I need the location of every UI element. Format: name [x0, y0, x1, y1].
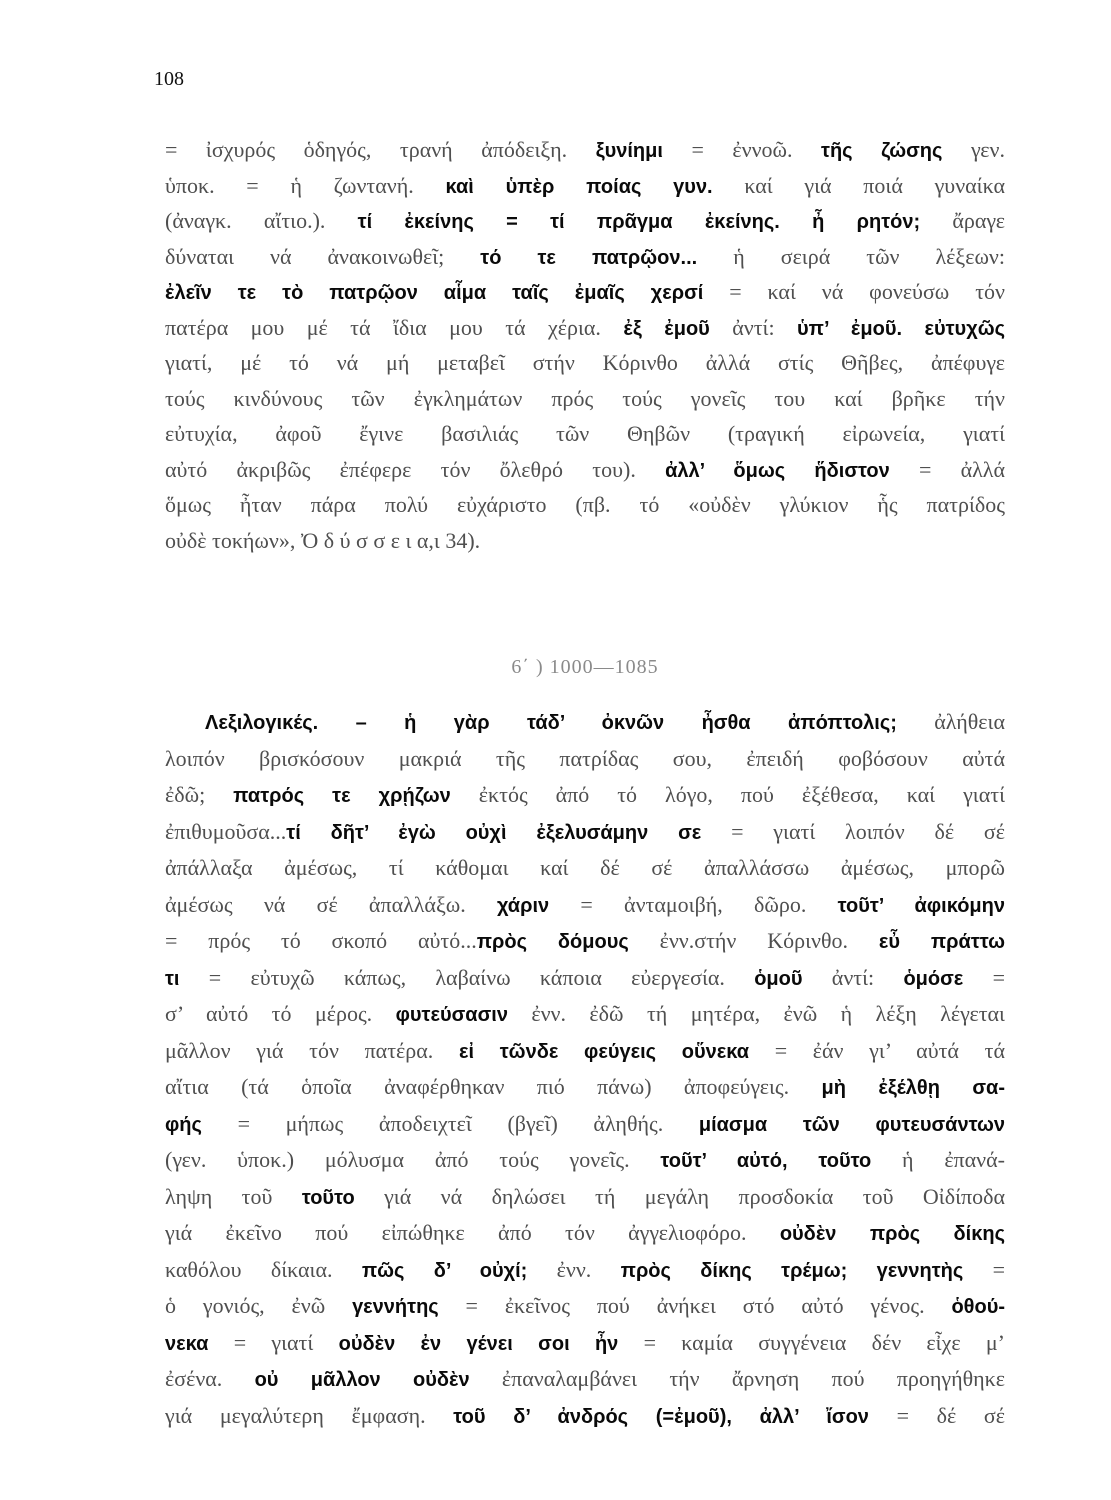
bold-term: ὁθού-	[951, 1296, 1005, 1318]
gloss-text: = καμία συγγένεια δέν εἶχε μ’	[618, 1329, 1005, 1355]
text-line	[165, 168, 1005, 204]
text-line	[165, 741, 1005, 778]
gloss-text: ἐνν. ἐδῶ τή μητέρα, ἐνῶ ἡ λέξη λέγεται	[507, 1001, 1005, 1026]
gloss-text: καθόλου δίκαια.	[165, 1256, 362, 1282]
bold-term: φυτεύσασιν	[395, 1004, 508, 1026]
bold-term: Λεξιλογικές. – ἡ γὰρ τάδ’ ὀκνῶν ἦσθα ἀπόπτολις;	[205, 712, 897, 734]
gloss-text: = γιατί	[208, 1329, 339, 1355]
gloss-text: (γεν. ὑποκ.) μόλυσμα ἀπό τούς γονεῖς.	[165, 1147, 661, 1172]
bold-term: τοῦ δ’ ἀνδρός (=ἐμοῦ), ἀλλ’ ἴσον	[453, 1405, 869, 1428]
gloss-text: ἀντί:	[709, 314, 797, 340]
bold-term: μίασμα τῶν φυτευσάντων	[698, 1113, 1005, 1136]
gloss-text: = ἀλλά	[889, 456, 1005, 482]
text-line	[165, 923, 1005, 960]
text-line	[165, 1069, 1005, 1106]
gloss-text: μᾶλλον γιά τόν πατέρα.	[165, 1037, 459, 1063]
gloss-text: ἡ σειρά τῶν λέξεων:	[697, 243, 1005, 269]
gloss-text: = ἰσχυρός ὁδηγός, τρανή ἀπόδειξη.	[165, 137, 596, 162]
gloss-text: ὅμως ἦταν πάρα πολύ εὐχάριστο (πβ. τό «οὐδὲν γλύκιον ἧς πατρίδος	[165, 492, 1005, 517]
bold-term: ἐξ ἐμοῦ	[623, 317, 710, 340]
text-line	[165, 1033, 1005, 1070]
text-line	[165, 310, 1005, 346]
gloss-text: τούς κινδύνους τῶν ἐγκλημάτων πρός τούς γονεῖς του καί βρῆκε τήν	[165, 385, 1005, 411]
text-line	[165, 704, 1005, 741]
gloss-text: ἀπάλλαξα ἀμέσως, τί κάθομαι καί δέ σέ ἀπαλλάσσω ἀμέσως, μπορῶ	[165, 855, 1005, 880]
bold-term: τοῦτ’ αὐτό, τοῦτο	[660, 1150, 872, 1172]
bold-term: χάριν	[497, 894, 550, 917]
text-line	[165, 1142, 1005, 1179]
gloss-text: ὁ γονιός, ἐνῶ	[165, 1293, 353, 1318]
text-line	[165, 1361, 1005, 1398]
gloss-text: ἀμέσως νά σέ ἀπαλλάξω.	[165, 891, 497, 917]
gloss-text: καί γιά ποιά γυναίκα	[712, 172, 1005, 198]
gloss-text: ἐσένα.	[165, 1366, 255, 1391]
gloss-text: = δέ σέ	[868, 1402, 1005, 1428]
gloss-text: =	[963, 1256, 1005, 1282]
gloss-text: γιά μεγαλύτερη ἔμφαση.	[165, 1402, 454, 1428]
text-line	[165, 523, 1005, 559]
text-line	[165, 814, 1005, 851]
gloss-text: ἐνν.στήν Κόρινθο.	[628, 928, 879, 953]
gloss-text: ἐδῶ;	[165, 782, 234, 807]
gloss-text: = ἐκεῖνος πού ἀνήκει στό αὐτό γένος.	[438, 1293, 952, 1318]
commentary-paragraph	[165, 132, 1005, 558]
gloss-text: = ἐάν γι’ αὐτά τά	[749, 1037, 1005, 1063]
gloss-text: ἡ ἐπανά-	[871, 1147, 1005, 1172]
text-line	[165, 132, 1005, 168]
gloss-text: ἄραγε	[920, 208, 1005, 233]
bold-term: οὐδὲν ἐν γένει σοι ἦν	[338, 1332, 619, 1355]
text-line	[165, 239, 1005, 275]
page-number: 108	[154, 68, 184, 90]
text-line	[165, 381, 1005, 417]
text-line	[165, 1325, 1005, 1362]
bold-term: οὐ μᾶλλον οὐδὲν	[254, 1369, 470, 1391]
gloss-text: ἐπιθυμοῦσα...	[165, 818, 287, 844]
gloss-text: σ’ αὐτό τό μέρος.	[165, 1001, 396, 1026]
gloss-text: = ἀνταμοιβή, δῶρο.	[549, 891, 838, 917]
bold-term: οὐδὲν πρὸς δίκης	[779, 1223, 1005, 1245]
bold-term: τοῦτ’ ἀφικόμην	[837, 894, 1005, 917]
gloss-text: = ἐννοῶ.	[662, 137, 822, 162]
bold-term: τί δῆτ’ ἐγὼ οὐχὶ ἐξελυσάμην σε	[286, 821, 702, 844]
bold-term: τοῦτο	[301, 1186, 355, 1209]
lexical-notes-paragraph	[165, 704, 1005, 1434]
bold-term: ξυνίημι	[595, 140, 663, 162]
gloss-text: =	[963, 964, 1005, 990]
text-line	[165, 996, 1005, 1033]
gloss-text: ἐκτός ἀπό τό λόγο, πού ἐξέθεσα, καί γιατί	[450, 782, 1005, 807]
gloss-text: = πρός τό σκοπό αὐτό...	[165, 928, 477, 953]
bold-term: καὶ ὑπὲρ ποίας γυν.	[445, 175, 713, 198]
bold-term: μὴ ἐξέλθῃ σα-	[821, 1077, 1005, 1099]
bold-term: εὖ πράττω	[878, 931, 1005, 953]
text-line	[165, 203, 1005, 239]
text-line	[165, 1106, 1005, 1143]
gloss-text: οὐδὲ τοκήων», Ὀ δ ύ σ σ ε ι α,ι 34).	[165, 527, 481, 553]
bold-term: τό τε πατρῷον...	[480, 246, 698, 269]
bold-term: τί ἐκείνης = τί πρᾶγμα ἐκείνης. ἦ ρητόν;	[357, 211, 921, 233]
text-line	[165, 1252, 1005, 1289]
gloss-text: αὐτό ἀκριβῶς ἐπέφερε τόν ὄλεθρό του).	[165, 456, 666, 482]
gloss-text: ἐπαναλαμβάνει τήν ἄρνηση πού προηγήθηκε	[469, 1366, 1005, 1391]
gloss-text: ὑποκ. = ἡ ζωντανή.	[165, 172, 446, 198]
gloss-text: (ἀναγκ. αἴτιο.).	[165, 208, 358, 233]
text-line	[165, 452, 1005, 488]
text-line	[165, 1179, 1005, 1216]
text-line	[165, 487, 1005, 523]
bold-term: εἰ τῶνδε φεύγεις οὕνεκα	[458, 1040, 750, 1063]
text-line	[165, 1215, 1005, 1252]
gloss-text: λοιπόν βρισκόσουν μακριά τῆς πατρίδας σου, ἐπειδή φοβόσουν αὐτά	[165, 745, 1005, 771]
bold-term: ἐλεῖν τε τὸ πατρῷον αἷμα ταῖς ἐμαῖς χερσί	[165, 282, 704, 304]
gloss-text: γεν.	[942, 137, 1005, 162]
text-line	[165, 887, 1005, 924]
gloss-text: εὐτυχία, ἀφοῦ ἔγινε βασιλιάς τῶν Θηβῶν (τραγική εἰρωνεία, γιατί	[165, 421, 1005, 446]
text-line	[165, 960, 1005, 997]
gloss-text: γιά ἐκεῖνο πού εἰπώθηκε ἀπό τόν ἀγγελιοφόρο.	[165, 1220, 780, 1245]
bold-term: τῆς ζώσης	[821, 140, 943, 162]
gloss-text: δύναται νά ἀνακοινωθεῖ;	[165, 243, 481, 269]
text-line	[165, 416, 1005, 452]
bold-term: πρὸς δίκης τρέμω; γεννητὴς	[620, 1259, 964, 1282]
bold-term: νεκα	[165, 1332, 209, 1355]
gloss-text: ἐνν.	[527, 1256, 621, 1282]
bold-term: γεννήτης	[352, 1296, 439, 1318]
gloss-text: γιατί, μέ τό νά μή μεταβεῖ στήν Κόρινθο ἀλλά στίς Θῆβες, ἀπέφυγε	[165, 350, 1005, 375]
bold-term: πῶς δ’ οὐχί;	[361, 1259, 528, 1282]
text-line	[165, 777, 1005, 814]
bold-term: ὑπ’ ἐμοῦ. εὐτυχῶς	[797, 317, 1005, 340]
gloss-text: ληψη τοῦ	[165, 1183, 302, 1209]
gloss-text: γιά νά δηλώσει τή μεγάλη προσδοκία τοῦ Οἰδίποδα	[354, 1183, 1005, 1209]
text-line	[165, 345, 1005, 381]
gloss-text: ἀλήθεια	[896, 709, 1005, 734]
bold-term: τι	[165, 967, 180, 990]
gloss-text: αἴτια (τά ὁποῖα ἀναφέρθηκαν πιό πάνω) ἀποφεύγεις.	[165, 1074, 822, 1099]
text-line	[165, 850, 1005, 887]
bold-term: ὁμοῦ	[754, 967, 803, 990]
bold-term: φής	[165, 1113, 202, 1136]
gloss-text: = καί νά φονεύσω τόν	[703, 279, 1005, 304]
gloss-text: ἀντί:	[802, 964, 904, 990]
text-line	[165, 274, 1005, 310]
bold-term: πρὸς δόμους	[476, 931, 629, 953]
gloss-text: = γιατί λοιπόν δέ σέ	[701, 818, 1005, 844]
gloss-text: πατέρα μου μέ τά ἴδια μου τά χέρια.	[165, 314, 624, 340]
text-line	[165, 1398, 1005, 1435]
gloss-text: = μήπως ἀποδειχτεῖ (βγεῖ) ἀληθής.	[201, 1110, 699, 1136]
bold-term: ἀλλ’ ὅμως ἥδιστον	[665, 459, 890, 482]
text-line	[165, 1288, 1005, 1325]
gloss-text: = εὐτυχῶ κάπως, λαβαίνω κάποια εὐεργεσία.	[179, 964, 755, 990]
bold-term: ὁμόσε	[903, 967, 964, 990]
bold-term: πατρός τε χρῄζων	[233, 785, 451, 807]
section-heading: 6΄ ) 1000—1085	[511, 656, 659, 678]
